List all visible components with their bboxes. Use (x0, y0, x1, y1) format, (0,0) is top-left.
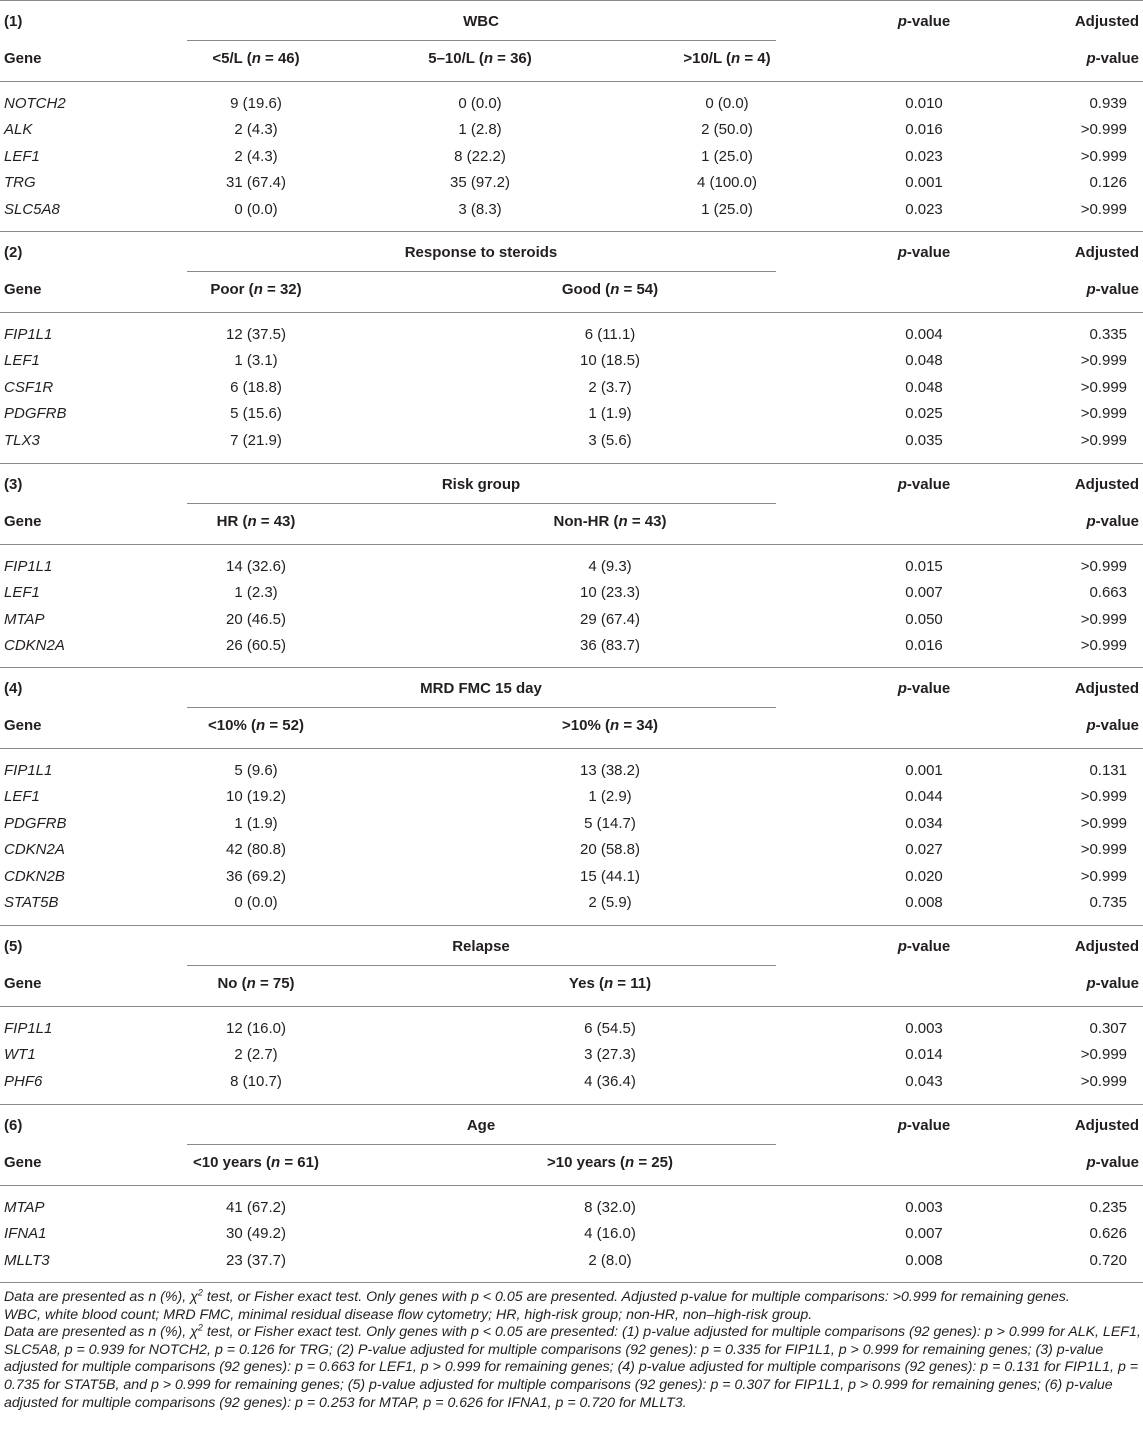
gene-name: TLX3 (4, 431, 40, 449)
gene-header: Gene (4, 717, 42, 734)
group-sub-rule (187, 271, 776, 272)
adjusted-header: Adjusted (1074, 13, 1139, 30)
pvalue-header-p: p (897, 476, 907, 493)
group-header (562, 717, 658, 735)
section-number: (3) (4, 476, 23, 493)
group-value: 30 (49.2) (225, 1225, 287, 1243)
adjusted-pvalue: 0.307 (1089, 1020, 1127, 1037)
pvalue-header (898, 1117, 951, 1135)
gene-name: PDGFRB (4, 814, 67, 832)
adjusted-pvalue-header (1086, 513, 1139, 531)
footnote-1 (4, 1289, 1142, 1307)
group-header-n-symbol: n (610, 717, 620, 734)
group-sub-rule (187, 1144, 776, 1145)
gene-name: CDKN2A (4, 841, 65, 859)
group-value: 2 (50.0) (701, 121, 753, 139)
group-header-n-value: = 54) (619, 281, 659, 298)
adjusted-pvalue-header-rest: -value (1095, 717, 1139, 734)
adjusted-pvalue-header-rest: -value (1095, 1154, 1139, 1171)
group-header-n-symbol: n (247, 513, 257, 530)
group-header-n-value: = 32) (262, 281, 302, 298)
gene-name: CDKN2B (4, 867, 65, 885)
pvalue: 0.035 (905, 431, 943, 449)
pvalue-header-rest: -value (906, 1117, 951, 1134)
pvalue: 0.007 (905, 1225, 943, 1243)
gene-name: FIP1L1 (4, 326, 53, 343)
pvalue: 0.007 (905, 584, 943, 602)
group-header-label: 5–10/L ( (428, 50, 484, 67)
group-sub-rule (187, 707, 776, 708)
adjusted-pvalue: >0.999 (1080, 558, 1127, 575)
group-sub-rule (187, 965, 776, 966)
pvalue: 0.016 (905, 121, 943, 139)
group-value: 35 (97.2) (449, 174, 511, 192)
header-bottom-rule (0, 544, 1143, 545)
adjusted-pvalue-header (1086, 975, 1139, 993)
adjusted-pvalue: 0.235 (1089, 1199, 1127, 1216)
group-value: 20 (46.5) (225, 610, 287, 628)
group-value: 1 (1.9) (234, 814, 278, 832)
group-value: 4 (100.0) (696, 174, 758, 192)
adjusted-pvalue: >0.999 (1080, 147, 1127, 165)
group-header (210, 281, 301, 299)
gene-name: LEF1 (4, 147, 40, 165)
adjusted-pvalue: 0.335 (1089, 326, 1127, 343)
gene-name: PDGFRB (4, 405, 67, 423)
pvalue: 0.048 (905, 378, 943, 396)
gene-header: Gene (4, 50, 42, 67)
pvalue: 0.008 (905, 894, 943, 911)
group-header-n-value: = 4) (740, 50, 771, 67)
gene-name: LEF1 (4, 584, 40, 602)
group-value: 1 (2.8) (458, 121, 502, 139)
group-value: 4 (9.3) (588, 558, 632, 575)
pvalue-header (898, 476, 951, 494)
adjusted-pvalue: >0.999 (1080, 814, 1127, 832)
group-value: 2 (4.3) (234, 147, 278, 165)
pvalue: 0.001 (905, 174, 943, 192)
footnote-1-text-cont: test, or Fisher exact test. Only genes with p < 0.05 are presented. Adjusted p-value for multiple comparisons: >0.999 for remaining genes. (202, 1289, 1070, 1305)
adjusted-pvalue: >0.999 (1080, 637, 1127, 655)
section-top-rule (0, 925, 1143, 926)
group-value: 1 (1.9) (588, 405, 632, 423)
group-header-n-symbol: n (251, 50, 261, 67)
group-header (562, 281, 658, 299)
pvalue: 0.023 (905, 147, 943, 165)
group-value: 6 (18.8) (230, 378, 282, 396)
group-header-n-value: = 43) (627, 513, 667, 530)
pvalue: 0.015 (905, 558, 943, 575)
group-value: 5 (14.7) (584, 814, 636, 832)
adjusted-pvalue-header-p: p (1086, 975, 1096, 992)
group-value: 12 (16.0) (225, 1020, 287, 1037)
group-value: 8 (10.7) (230, 1072, 282, 1090)
section-top-rule (0, 667, 1143, 668)
adjusted-pvalue-header (1086, 1154, 1139, 1172)
pvalue: 0.043 (905, 1072, 943, 1090)
group-header-label: Poor ( (210, 281, 254, 298)
adjusted-header: Adjusted (1074, 938, 1139, 955)
adjusted-pvalue: >0.999 (1080, 378, 1127, 396)
group-value: 8 (32.0) (584, 1199, 636, 1216)
adjusted-header: Adjusted (1074, 476, 1139, 493)
adjusted-pvalue: >0.999 (1080, 431, 1127, 449)
group-value: 2 (8.0) (588, 1251, 632, 1269)
group-value: 1 (2.3) (234, 584, 278, 602)
table-section (0, 0, 1143, 231)
footnote-3-text: Data are presented as n (%), χ (4, 1324, 198, 1341)
group-value: 12 (37.5) (225, 326, 287, 343)
gene-name: CDKN2A (4, 637, 65, 655)
pvalue-header (898, 244, 951, 262)
header-bottom-rule (0, 748, 1143, 749)
section-number: (1) (4, 13, 23, 30)
group-header-n-value: = 43) (256, 513, 296, 530)
section-top-rule (0, 231, 1143, 232)
group-header-label: <10 years ( (193, 1154, 272, 1171)
gene-name: STAT5B (4, 894, 59, 911)
table-footnotes (4, 1289, 1142, 1412)
gene-header: Gene (4, 513, 42, 530)
group-header (217, 975, 294, 993)
adjusted-pvalue-header-rest: -value (1095, 281, 1139, 298)
pvalue-header-rest: -value (906, 476, 951, 493)
gene-name: LEF1 (4, 352, 40, 370)
gene-name: LEF1 (4, 788, 40, 806)
pvalue: 0.050 (905, 610, 943, 628)
pvalue-header-p: p (897, 938, 907, 955)
group-header-n-symbol: n (610, 281, 620, 298)
group-title: Relapse (452, 938, 510, 955)
group-value: 14 (32.6) (225, 558, 287, 575)
header-bottom-rule (0, 1185, 1143, 1186)
adjusted-pvalue: 0.735 (1089, 894, 1127, 911)
adjusted-pvalue: >0.999 (1080, 867, 1127, 885)
group-value: 10 (19.2) (225, 788, 287, 806)
group-value: 3 (8.3) (458, 200, 502, 218)
group-header-label: >10% ( (562, 717, 610, 734)
group-header-n-value: = 11) (613, 975, 652, 992)
adjusted-pvalue-header-p: p (1086, 50, 1096, 67)
adjusted-pvalue: 0.131 (1089, 762, 1127, 779)
group-value: 1 (25.0) (701, 200, 753, 218)
group-header-label: Yes ( (568, 975, 604, 992)
group-title: WBC (463, 13, 499, 30)
group-header (683, 50, 770, 68)
gene-name: ALK (4, 121, 33, 139)
footnote-3-text-cont: test, or Fisher exact test. Only genes with p < 0.05 are presented: (1) p-value adjusted for multiple comparisons (92 genes): p > 0.999 for ALK, LEF1, SLC5A8, p = 0.939 for NOTCH2, p = 0.126 for TRG; (2) P-value adjusted for multiple comparisons (92 genes): p = 0.335 for FIP1L1, p > 0.999 for remaining genes; (3) p-value adjusted for multiple comparisons (92 genes): p = 0.663 for LEF1, p > 0.999 for remaining genes; (4) p-value adjusted for multiple comparisons (92 genes): p = 0.131 for FIP1L1, p = 0.735 for STAT5B, and p > 0.999 for remaining genes; (5) p-value adjusted for multiple comparisons (92 genes): p = 0.307 for FIP1L1, p > 0.999 for remaining genes; (6) p-value adjusted for multiple comparisons (92 genes): p = 0.253 for MTAP, p = 0.626 for IFNA1, p = 0.720 for MLLT3. (4, 1324, 1141, 1411)
adjusted-pvalue: 0.939 (1089, 95, 1127, 112)
gene-name: TRG (4, 174, 36, 192)
adjusted-pvalue: >0.999 (1080, 352, 1127, 370)
adjusted-pvalue: >0.999 (1080, 841, 1127, 859)
pvalue-header-rest: -value (906, 938, 951, 955)
adjusted-pvalue: >0.999 (1080, 610, 1127, 628)
footnote-1-sup: 2 (197, 1287, 203, 1298)
group-header-n-symbol: n (603, 975, 614, 992)
pvalue: 0.003 (905, 1199, 943, 1216)
group-value: 1 (3.1) (234, 352, 278, 370)
group-header-label: >10 years ( (547, 1154, 626, 1171)
adjusted-pvalue-header (1086, 50, 1139, 68)
section-number: (4) (4, 680, 23, 697)
gene-header: Gene (4, 281, 42, 298)
group-title: Age (466, 1117, 496, 1134)
gene-header: Gene (4, 975, 42, 992)
group-header-label: HR ( (216, 513, 248, 530)
table-section (0, 667, 1143, 925)
group-value: 4 (16.0) (584, 1225, 636, 1243)
table-section (0, 463, 1143, 667)
group-value: 10 (23.3) (579, 584, 641, 602)
table-section (0, 925, 1143, 1104)
group-header (428, 50, 532, 68)
group-value: 5 (15.6) (230, 405, 282, 423)
adjusted-pvalue-header (1086, 717, 1139, 735)
section-top-rule (0, 1104, 1143, 1105)
group-value: 8 (22.2) (454, 147, 506, 165)
group-value: 23 (37.7) (225, 1251, 287, 1269)
pvalue-header-rest: -value (906, 680, 951, 697)
group-sub-rule (187, 40, 776, 41)
section-number: (2) (4, 244, 23, 261)
pvalue: 0.023 (905, 200, 943, 218)
pvalue-header-rest: -value (906, 244, 951, 261)
group-title: Risk group (441, 476, 521, 493)
footnote-2: WBC, white blood count; MRD FMC, minimal residual disease flow cytometry; HR, high-risk group; non-HR, non–high-risk group. (4, 1306, 813, 1323)
adjusted-pvalue-header-rest: -value (1095, 975, 1139, 992)
adjusted-pvalue: >0.999 (1080, 1046, 1127, 1064)
adjusted-pvalue-header (1086, 281, 1139, 299)
group-header-n-value: = 36) (492, 50, 532, 67)
group-value: 9 (19.6) (230, 95, 282, 112)
group-title: Response to steroids (404, 244, 558, 261)
footnote-3-sup: 2 (197, 1322, 203, 1333)
pvalue: 0.025 (905, 405, 943, 423)
pvalue-header (898, 680, 951, 698)
pvalue: 0.044 (905, 788, 943, 806)
adjusted-pvalue: >0.999 (1080, 200, 1127, 218)
group-value: 0 (0.0) (234, 894, 278, 911)
group-header-label: <5/L ( (212, 50, 252, 67)
group-header (208, 717, 304, 735)
group-value: 6 (54.5) (584, 1020, 636, 1037)
group-title: MRD FMC 15 day (420, 680, 542, 697)
adjusted-pvalue-header-p: p (1086, 281, 1096, 298)
gene-name: MLLT3 (4, 1251, 50, 1269)
gene-name: WT1 (4, 1046, 36, 1064)
adjusted-pvalue: >0.999 (1080, 405, 1127, 423)
gene-name: SLC5A8 (4, 200, 60, 218)
adjusted-header: Adjusted (1074, 1117, 1139, 1134)
group-header-n-value: = 34) (619, 717, 658, 734)
pvalue: 0.048 (905, 352, 943, 370)
adjusted-pvalue: >0.999 (1080, 121, 1127, 139)
section-number: (6) (4, 1117, 23, 1134)
group-value: 15 (44.1) (579, 867, 641, 885)
group-value: 2 (5.9) (588, 894, 632, 911)
group-header-n-value: = 46) (260, 50, 300, 67)
header-bottom-rule (0, 81, 1143, 82)
pvalue-header-rest: -value (906, 13, 951, 30)
group-value: 0 (0.0) (458, 95, 502, 112)
group-header (547, 1154, 673, 1172)
header-bottom-rule (0, 1006, 1143, 1007)
adjusted-pvalue-header-p: p (1086, 1154, 1096, 1171)
adjusted-pvalue: >0.999 (1080, 1072, 1127, 1090)
gene-name: FIP1L1 (4, 762, 53, 779)
pvalue: 0.008 (905, 1251, 943, 1269)
pvalue-header-p: p (897, 244, 907, 261)
group-header-label: Good ( (561, 281, 611, 298)
pvalue: 0.034 (905, 814, 943, 832)
group-value: 2 (3.7) (588, 378, 632, 396)
group-header-n-value: = 61) (280, 1154, 319, 1171)
group-header (554, 513, 667, 531)
gene-name: PHF6 (4, 1072, 43, 1090)
gene-name: MTAP (4, 1199, 45, 1216)
adjusted-pvalue: 0.663 (1089, 584, 1127, 602)
adjusted-pvalue: 0.126 (1089, 174, 1127, 192)
pvalue: 0.020 (905, 867, 943, 885)
gene-name: MTAP (4, 610, 45, 628)
pvalue-header (898, 13, 951, 31)
group-sub-rule (187, 503, 776, 504)
group-value: 4 (36.4) (584, 1072, 636, 1090)
adjusted-pvalue-header-p: p (1086, 513, 1096, 530)
footnote-3 (4, 1324, 1142, 1412)
group-value: 2 (2.7) (234, 1046, 278, 1064)
group-header-label: Non-HR ( (553, 513, 619, 530)
pvalue: 0.003 (905, 1020, 943, 1037)
adjusted-pvalue-header-p: p (1086, 717, 1096, 734)
adjusted-pvalue: 0.626 (1089, 1225, 1127, 1243)
pvalue-header-p: p (897, 680, 907, 697)
group-header-n-symbol: n (256, 717, 266, 734)
header-bottom-rule (0, 312, 1143, 313)
section-top-rule (0, 0, 1143, 1)
group-header-n-symbol: n (618, 513, 628, 530)
adjusted-header: Adjusted (1074, 244, 1139, 261)
group-header-label: No ( (217, 975, 247, 992)
adjusted-pvalue-header-rest: -value (1095, 50, 1139, 67)
group-value: 1 (2.9) (588, 788, 632, 806)
pvalue: 0.004 (905, 326, 943, 343)
group-value: 29 (67.4) (579, 610, 641, 628)
pvalue: 0.001 (905, 762, 943, 779)
group-value: 41 (67.2) (225, 1199, 287, 1216)
adjusted-pvalue: >0.999 (1080, 788, 1127, 806)
group-header (217, 513, 296, 531)
group-value: 20 (58.8) (579, 841, 641, 859)
gene-name: IFNA1 (4, 1225, 47, 1243)
section-top-rule (0, 463, 1143, 464)
group-value: 31 (67.4) (225, 174, 287, 192)
gene-name: FIP1L1 (4, 558, 53, 575)
group-value: 26 (60.5) (225, 637, 287, 655)
pvalue-header-p: p (897, 1117, 907, 1134)
group-value: 6 (11.1) (584, 326, 636, 343)
group-header (212, 50, 299, 68)
gene-name: NOTCH2 (4, 95, 66, 112)
group-value: 3 (5.6) (588, 431, 632, 449)
group-value: 0 (0.0) (234, 200, 278, 218)
group-header (569, 975, 651, 993)
group-value: 36 (83.7) (579, 637, 641, 655)
table-bottom-rule (0, 1282, 1143, 1283)
group-header-n-symbol: n (625, 1154, 635, 1171)
group-header-n-symbol: n (253, 281, 263, 298)
adjusted-pvalue-header-rest: -value (1095, 513, 1139, 530)
group-header-n-symbol: n (271, 1154, 281, 1171)
group-header-label: >10/L ( (683, 50, 732, 67)
table-section (0, 1104, 1143, 1282)
group-value: 1 (25.0) (701, 147, 753, 165)
group-header-n-symbol: n (246, 975, 256, 992)
group-header-n-value: = 75) (255, 975, 295, 992)
adjusted-pvalue: 0.720 (1089, 1251, 1127, 1269)
gene-name: CSF1R (4, 378, 54, 396)
pvalue-header (898, 938, 951, 956)
group-value: 36 (69.2) (225, 867, 287, 885)
pvalue-header-p: p (897, 13, 907, 30)
table-section (0, 231, 1143, 463)
group-header (193, 1154, 319, 1172)
gene-header: Gene (4, 1154, 42, 1171)
pvalue: 0.027 (905, 841, 943, 859)
group-value: 5 (9.6) (234, 762, 278, 779)
group-header-n-symbol: n (731, 50, 741, 67)
group-value: 3 (27.3) (584, 1046, 636, 1064)
adjusted-header: Adjusted (1074, 680, 1139, 697)
group-value: 7 (21.9) (230, 431, 282, 449)
group-value: 10 (18.5) (579, 352, 641, 370)
section-number: (5) (4, 938, 23, 955)
group-header-n-value: = 52) (265, 717, 304, 734)
group-value: 0 (0.0) (705, 95, 749, 112)
group-header-n-symbol: n (483, 50, 493, 67)
gene-name: FIP1L1 (4, 1020, 53, 1037)
group-value: 13 (38.2) (579, 762, 641, 779)
group-header-label: <10% ( (208, 717, 256, 734)
footnote-1-text: Data are presented as n (%), χ (4, 1289, 198, 1305)
pvalue: 0.016 (905, 637, 943, 655)
pvalue: 0.014 (905, 1046, 943, 1064)
group-header-n-value: = 25) (634, 1154, 673, 1171)
group-value: 42 (80.8) (225, 841, 287, 859)
group-value: 2 (4.3) (234, 121, 278, 139)
pvalue: 0.010 (905, 95, 943, 112)
